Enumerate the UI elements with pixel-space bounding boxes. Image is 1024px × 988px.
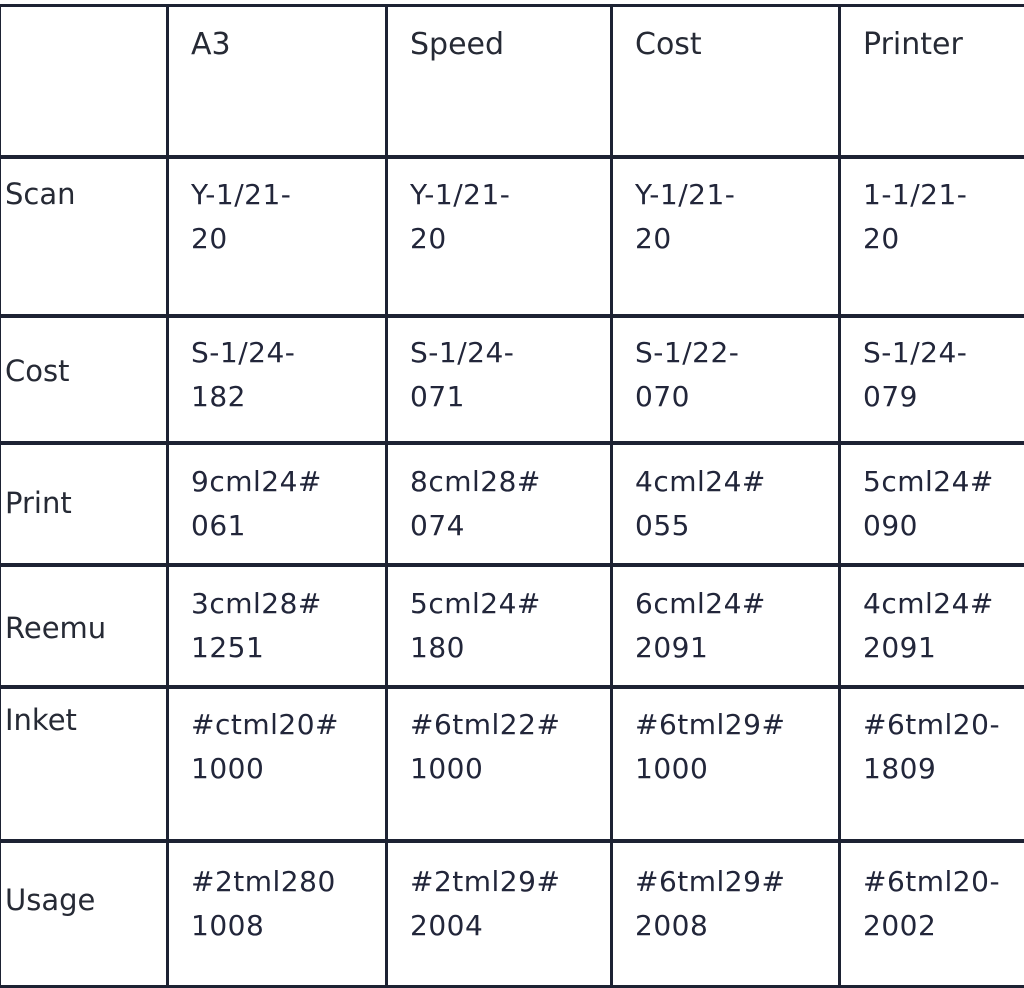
cell-value: S-1/24- 079: [841, 318, 1024, 419]
table-cell: [168, 316, 387, 443]
table-cell: [387, 841, 612, 987]
cell-value: 9cml24# 061: [169, 445, 385, 548]
row-header: [0, 841, 168, 987]
table-cell: [168, 841, 387, 987]
row-label: Scan: [1, 159, 166, 211]
table-row: [0, 687, 1024, 841]
row-header: [0, 157, 168, 316]
header-row: [0, 6, 1024, 158]
cell-value: Y-1/21- 20: [613, 159, 838, 261]
table-cell: [840, 316, 1024, 443]
column-header-label: Printer: [841, 7, 1024, 62]
cell-value: 6cml24# 2091: [613, 567, 838, 670]
cell-value: S-1/24- 182: [169, 318, 385, 419]
table-cell: [612, 841, 840, 987]
table-cell: [612, 443, 840, 565]
row-label: Usage: [1, 843, 166, 917]
table-cell: [840, 157, 1024, 316]
table-cell: [168, 687, 387, 841]
cell-value: 5cml24# 090: [841, 445, 1024, 548]
cell-value: 3cml28# 1251: [169, 567, 385, 670]
table-row: [0, 841, 1024, 987]
table-cell: [840, 443, 1024, 565]
cell-value: #6tml22# 1000: [388, 689, 610, 791]
row-header: [0, 443, 168, 565]
column-header-label: A3: [169, 7, 385, 62]
cell-value: S-1/22- 070: [613, 318, 838, 419]
row-label: Reemu: [1, 567, 166, 645]
table-row: [0, 157, 1024, 316]
table-cell: [387, 687, 612, 841]
cell-value: 8cml28# 074: [388, 445, 610, 548]
row-label: Inket: [1, 689, 166, 737]
cell-value: 4cml24# 2091: [841, 567, 1024, 670]
cell-value: S-1/24- 071: [388, 318, 610, 419]
column-header: [840, 6, 1024, 158]
table-row: [0, 316, 1024, 443]
table-cell: [612, 687, 840, 841]
table-cell: [612, 316, 840, 443]
cell-value: 4cml24# 055: [613, 445, 838, 548]
table-cell: [168, 565, 387, 687]
cell-value: Y-1/21- 20: [169, 159, 385, 261]
table-cell: [168, 443, 387, 565]
table-cell: [387, 565, 612, 687]
table-cell: [387, 157, 612, 316]
row-label: Cost: [1, 318, 166, 388]
row-label: Print: [1, 445, 166, 520]
column-header-label: Cost: [613, 7, 838, 62]
table-cell: [168, 157, 387, 316]
column-header: [387, 6, 612, 158]
cell-value: #6tml29# 2008: [613, 843, 838, 948]
cell-value: Y-1/21- 20: [388, 159, 610, 261]
cell-value: #2tml280 1008: [169, 843, 385, 948]
cell-value: #2tml29# 2004: [388, 843, 610, 948]
cell-value: #6tml20- 2002: [841, 843, 1024, 948]
table-cell: [387, 443, 612, 565]
row-header: [0, 687, 168, 841]
corner-label: [1, 7, 166, 28]
table-row: [0, 443, 1024, 565]
table-cell: [840, 841, 1024, 987]
table-cell: [612, 565, 840, 687]
column-header: [168, 6, 387, 158]
cell-value: 5cml24# 180: [388, 567, 610, 670]
corner-cell: [0, 6, 168, 158]
column-header: [612, 6, 840, 158]
row-header: [0, 316, 168, 443]
table-cell: [840, 687, 1024, 841]
table-row: [0, 565, 1024, 687]
table-cell: [840, 565, 1024, 687]
row-header: [0, 565, 168, 687]
cell-value: 1-1/21- 20: [841, 159, 1024, 261]
comparison-table: [0, 4, 1024, 988]
table-cell: [387, 316, 612, 443]
cell-value: #ctml20# 1000: [169, 689, 385, 791]
table-cell: [612, 157, 840, 316]
column-header-label: Speed: [388, 7, 610, 62]
cell-value: #6tml29# 1000: [613, 689, 838, 791]
cell-value: #6tml20- 1809: [841, 689, 1024, 791]
